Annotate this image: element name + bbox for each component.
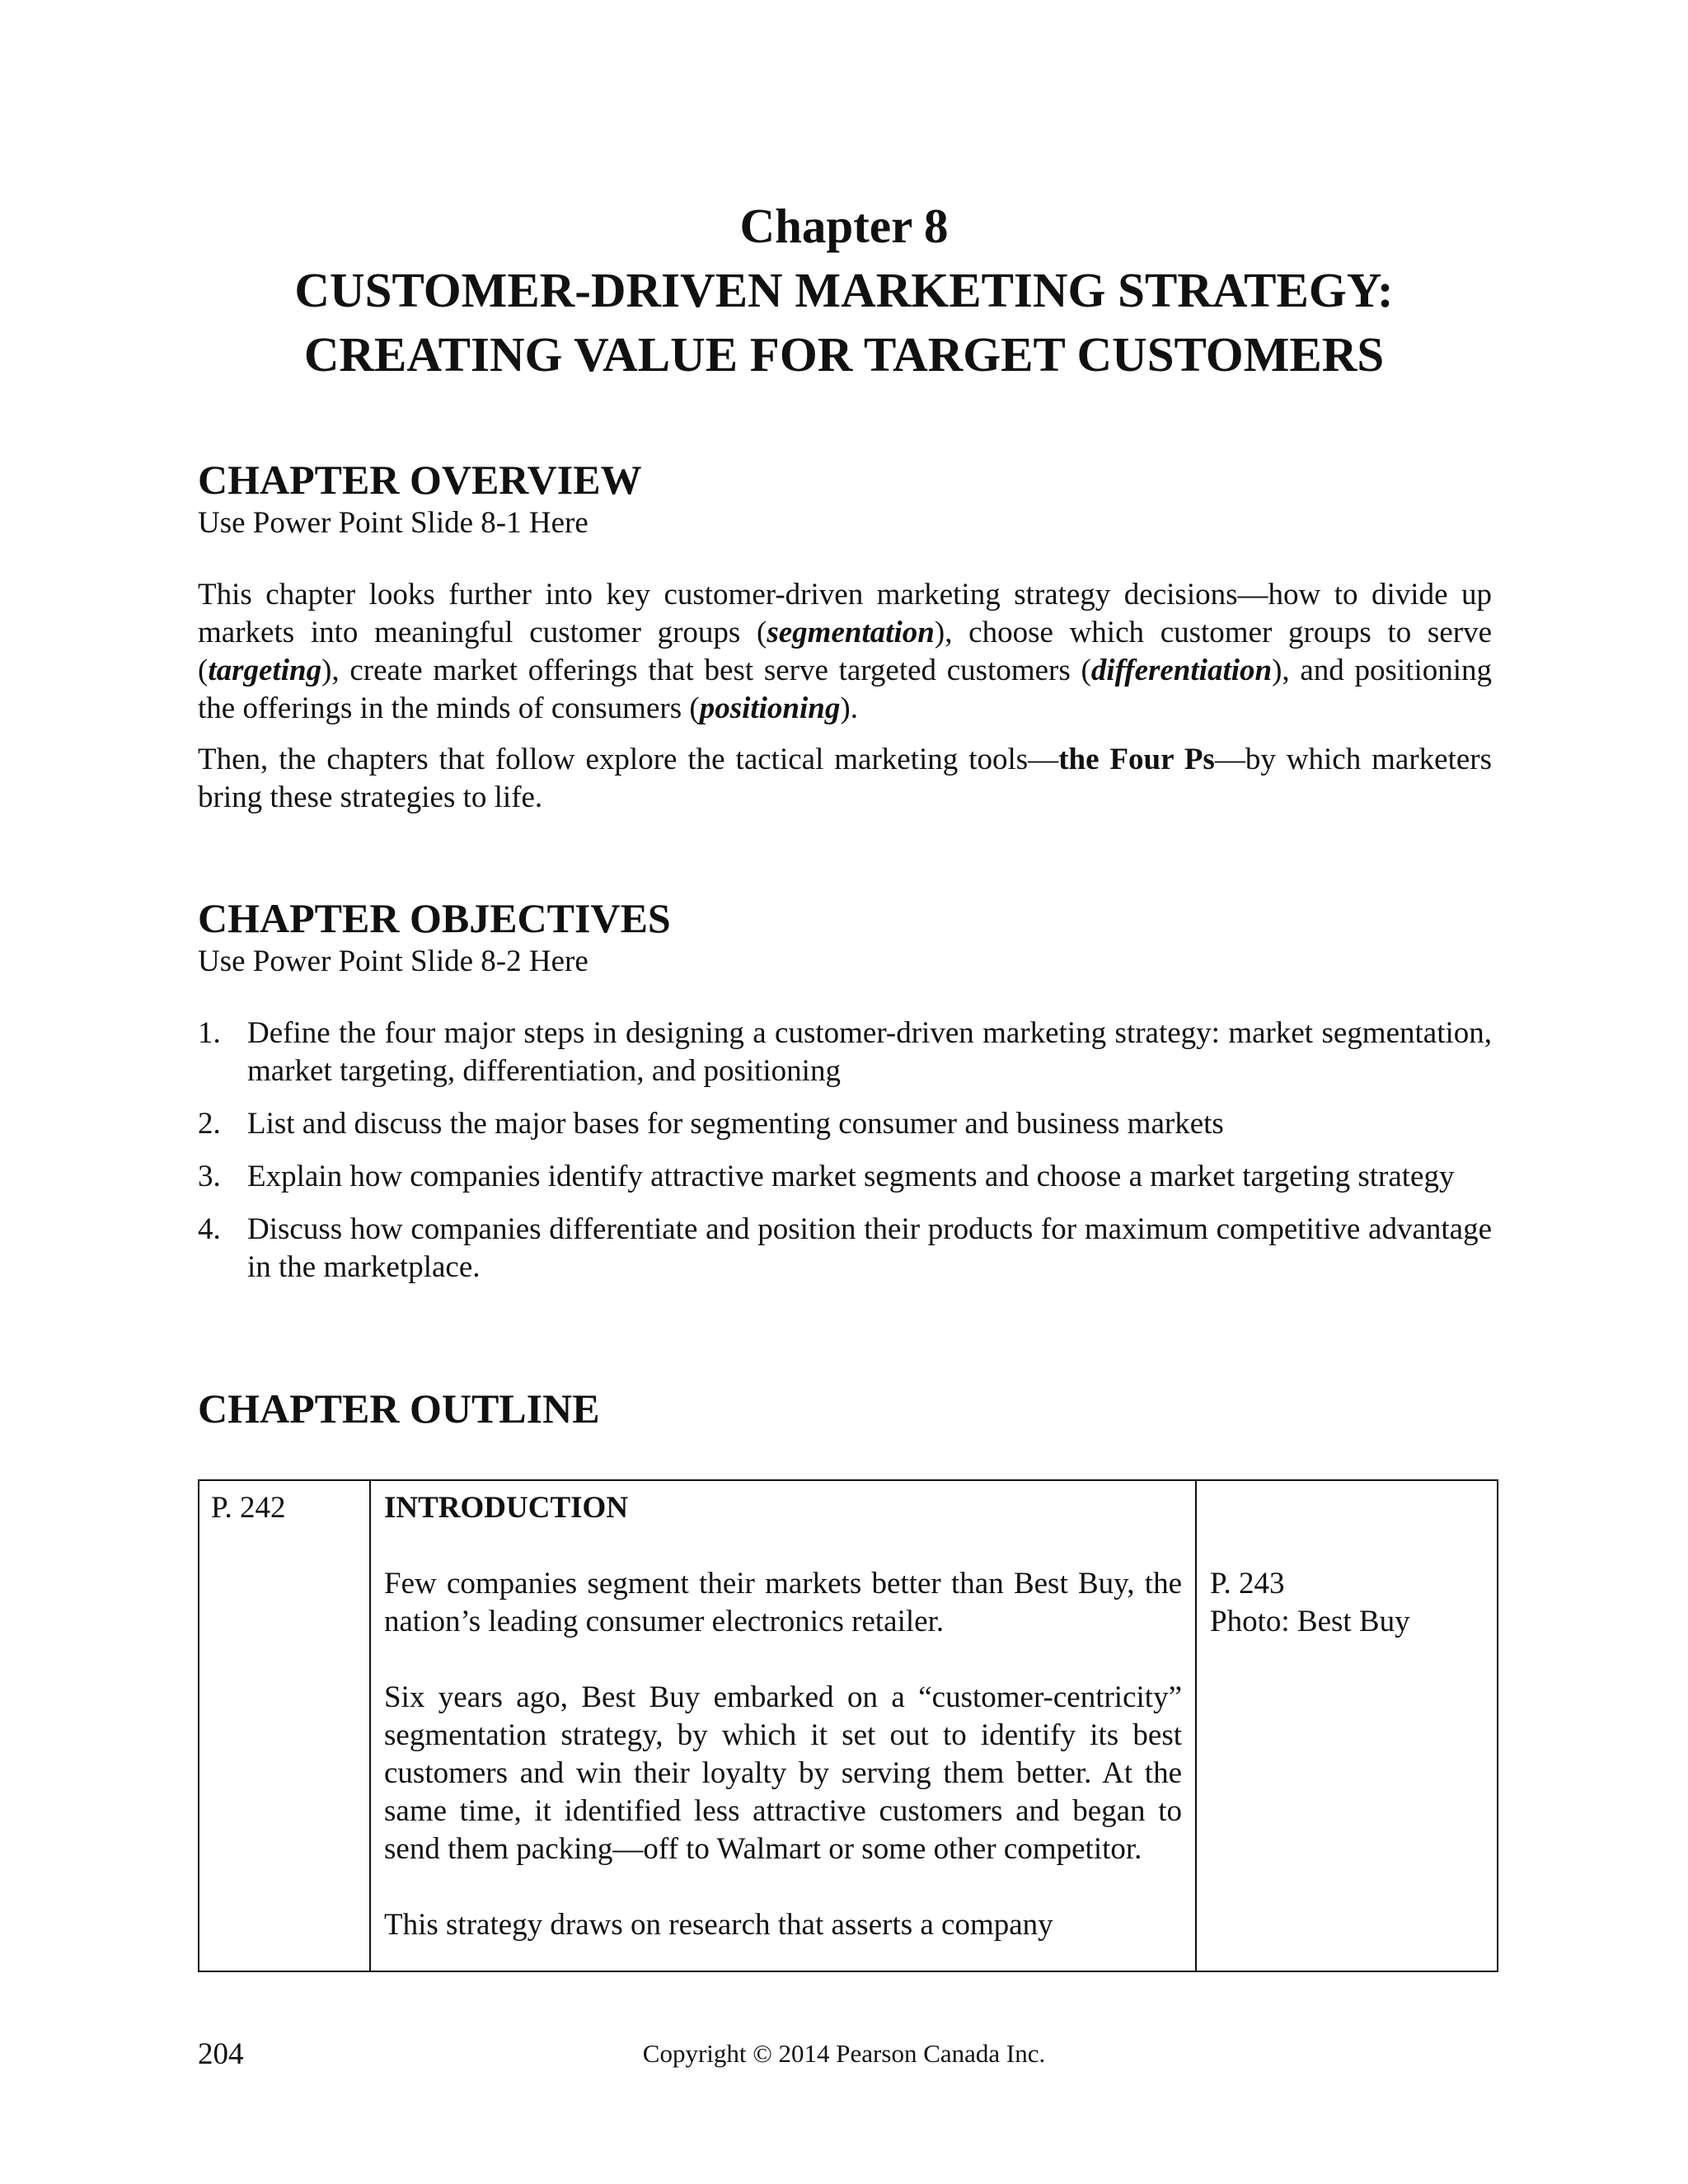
overview-paragraph-2: Then, the chapters that follow explore the tactical marketing tools—the Four Ps—by which marketers bring these strategies to life. <box>198 743 1492 814</box>
side-page-ref: P. 243 <box>1210 1567 1285 1601</box>
term-targeting: targeting <box>208 654 322 687</box>
outline-section <box>198 1385 1492 1432</box>
chapter-title-block <box>0 194 1688 387</box>
copyright-notice: Copyright © 2014 Pearson Canada Inc. <box>642 2039 1046 2068</box>
overview-paragraph-1: This chapter looks further into key customer-driven marketing strategy decisions—how to divide up markets into meaningful customer groups (segmentation), choose which customer groups to serve (targeting), create market offerings that best serve targeted customers (differentiation), and positioning the offerings in the minds of consumers (positioning). <box>198 578 1492 725</box>
list-item: 2. List and discuss the major bases for segmenting consumer and business markets <box>198 1107 1224 1141</box>
term-four-ps: the Four Ps <box>1058 743 1215 776</box>
term-differentiation: differentiation <box>1090 654 1273 687</box>
list-item: 4. Discuss how companies differentiate and position their products for maximum competitive advantage in the marketplace. <box>198 1212 1492 1284</box>
overview-slide-note: Use Power Point Slide 8-1 Here <box>198 506 588 540</box>
overview-section <box>198 456 1492 817</box>
outline-paragraph: This strategy draws on research that asserts a company <box>384 1908 1053 1942</box>
outline-section-title: INTRODUCTION <box>384 1491 629 1525</box>
page-number: 204 <box>198 2037 244 2071</box>
term-positioning: positioning <box>699 691 841 725</box>
side-photo-note: Photo: Best Buy <box>1210 1605 1410 1638</box>
objectives-list <box>198 1015 1492 1286</box>
list-item: 1. Define the four major steps in designing a customer-driven marketing strategy: market segmentation, market targeting, differentiation, and positioning <box>198 1016 1492 1088</box>
list-item: 3. Explain how companies identify attractive market segments and choose a market targeting strategy <box>198 1160 1455 1193</box>
outline-main-column <box>371 1481 1197 1971</box>
outline-paragraph: Few companies segment their markets better than Best Buy, the nation’s leading consumer electronics retailer. <box>384 1567 1182 1638</box>
chapter-title-line-1: CUSTOMER-DRIVEN MARKETING STRATEGY: <box>294 263 1394 317</box>
outline-paragraph: Six years ago, Best Buy embarked on a “customer-centricity” segmentation strategy, by which it set out to identify its best customers and win their loyalty by serving them better. At the same time, it identified less attractive customers and began to send them packing—off to Walmart or some other competitor. <box>384 1680 1182 1866</box>
objectives-slide-note: Use Power Point Slide 8-2 Here <box>198 944 588 978</box>
objectives-heading: CHAPTER OBJECTIVES <box>198 895 671 941</box>
chapter-number: Chapter 8 <box>739 199 949 253</box>
outline-side-column <box>1197 1481 1497 1971</box>
outline-page-ref: P. 242 <box>199 1481 371 1971</box>
chapter-title-line-2: CREATING VALUE FOR TARGET CUSTOMERS <box>303 327 1385 382</box>
objectives-section <box>198 894 1492 1301</box>
overview-heading: CHAPTER OVERVIEW <box>198 457 642 503</box>
outline-heading: CHAPTER OUTLINE <box>198 1385 600 1432</box>
term-segmentation: segmentation <box>767 616 935 649</box>
outline-table <box>198 1479 1498 1972</box>
